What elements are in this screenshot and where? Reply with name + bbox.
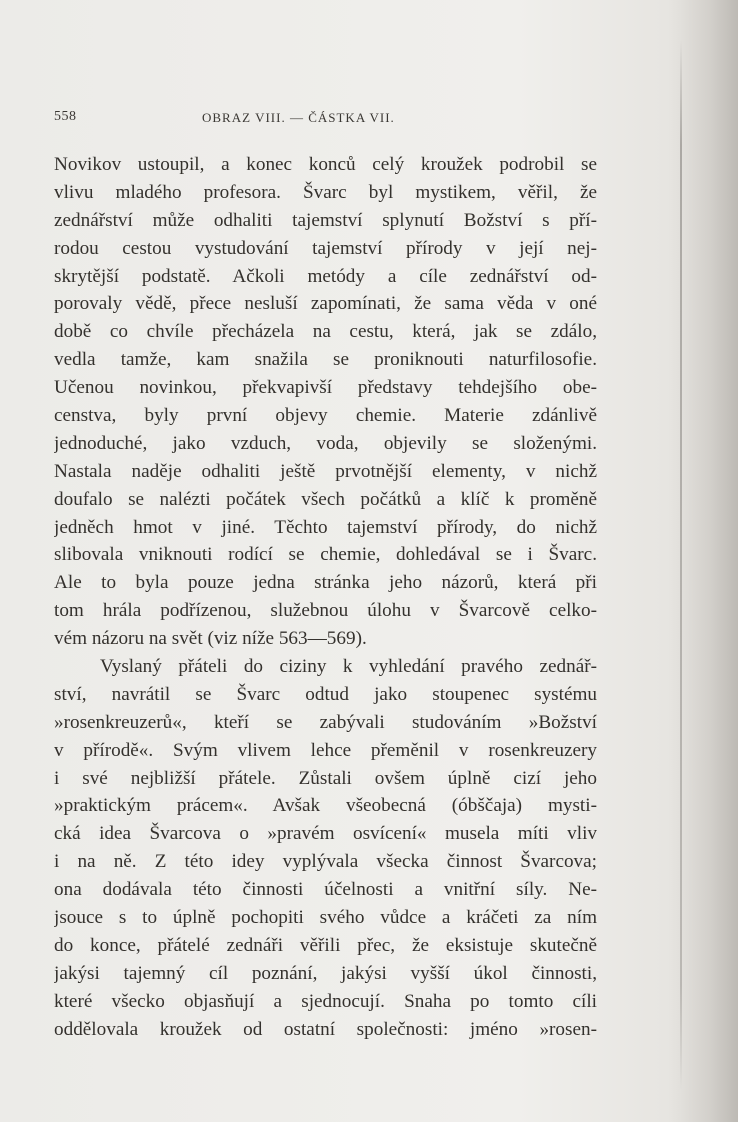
text-line: porovaly vědě, přece nesluší zapomínati, že sama věda v oné	[54, 293, 597, 315]
text-line: Novikov ustoupil, a konec konců celý kroužek podrobil se	[54, 154, 597, 175]
text-line: jakýsi tajemný cíl poznání, jakýsi vyšší úkol činnosti,	[54, 962, 597, 984]
body-text	[54, 151, 597, 1044]
text-line: cká idea Švarcova o »pravém osvícení« musela míti vliv	[54, 823, 597, 845]
text-line: jsouce s to úplně pochopiti svého vůdce a kráčeti za ním	[54, 907, 597, 929]
text-line: vlivu mladého profesora. Švarc byl mystikem, věřil, že	[54, 181, 597, 203]
text-line: vedla tamže, kam snažila se proniknouti naturfilosofie.	[54, 349, 597, 371]
text-line: jedněch hmot v jiné. Těchto tajemství přírody, do nichž	[54, 516, 597, 538]
paragraph-1	[54, 151, 597, 653]
text-line: i své nejbližší přátele. Zůstali ovšem úplně cizí jeho	[54, 767, 597, 789]
text-line: Nastala naděje odhaliti ještě prvotnější elementy, v nichž	[54, 460, 597, 482]
text-line: tom hrála podřízenou, služebnou úlohu v Švarcově celko-	[54, 600, 597, 622]
text-line: slibovala vniknouti rodící se chemie, dohledával se i Švarc.	[54, 544, 597, 566]
text-line: vém názoru na svět (viz níže 563—569).	[54, 628, 367, 650]
text-line: ona dodávala této činnosti účelnosti a vnitřní síly. Ne-	[54, 879, 597, 901]
text-line: »praktickým prácem«. Avšak všeobecná (óbščaja) mysti-	[54, 795, 597, 817]
text-line: Ale to byla pouze jedna stránka jeho názorů, která při	[54, 572, 597, 594]
text-line: v přírodě«. Svým vlivem lehce přeměnil v rosenkreuzery	[54, 739, 597, 761]
text-line: době co chvíle přecházela na cestu, která, jak se zdálo,	[54, 321, 597, 343]
text-line: i na ně. Z této idey vyplývala všecka činnost Švarcova;	[54, 851, 597, 873]
text-line: Učenou novinkou, překvapivší představy tehdejšího obe-	[54, 377, 597, 399]
text-line: zednářství může odhaliti tajemství splynutí Božství s pří-	[54, 209, 597, 231]
page-number: 558	[54, 109, 77, 124]
text-line: doufalo se nalézti počátek všech počátků a klíč k proměně	[54, 488, 597, 510]
running-head: OBRAZ VIII. — ČÁSTKA VII.	[202, 110, 395, 125]
text-line: censtva, byly první objevy chemie. Materie zdánlivě	[54, 405, 597, 427]
binding-edge	[680, 40, 682, 1090]
text-line: do konce, přátelé zednáři věřili přec, že eksistuje skutečně	[54, 934, 597, 956]
text-line: Vyslaný přáteli do ciziny k vyhledání pravého zednář-	[100, 656, 597, 678]
text-line: ství, navrátil se Švarc odtud jako stoupenec systému	[54, 683, 597, 705]
text-line: které všecko objasňují a sjednocují. Snaha po tomto cíli	[54, 990, 597, 1012]
text-line: skrytější podstatě. Ačkoli metódy a cíle zednářství od-	[54, 265, 597, 287]
text-line: »rosenkreuzerů«, kteří se zabývali studováním »Božství	[54, 711, 597, 733]
text-line: rodou cestou vystudování tajemství přírody v její nej-	[54, 237, 597, 259]
text-line: oddělovala kroužek od ostatní společnosti: jméno »rosen-	[54, 1018, 597, 1040]
page-header	[54, 109, 599, 131]
binding-shadow	[668, 0, 738, 1122]
paragraph-2	[54, 653, 597, 1043]
text-line: jednoduché, jako vzduch, voda, objevily se složenými.	[54, 432, 597, 454]
